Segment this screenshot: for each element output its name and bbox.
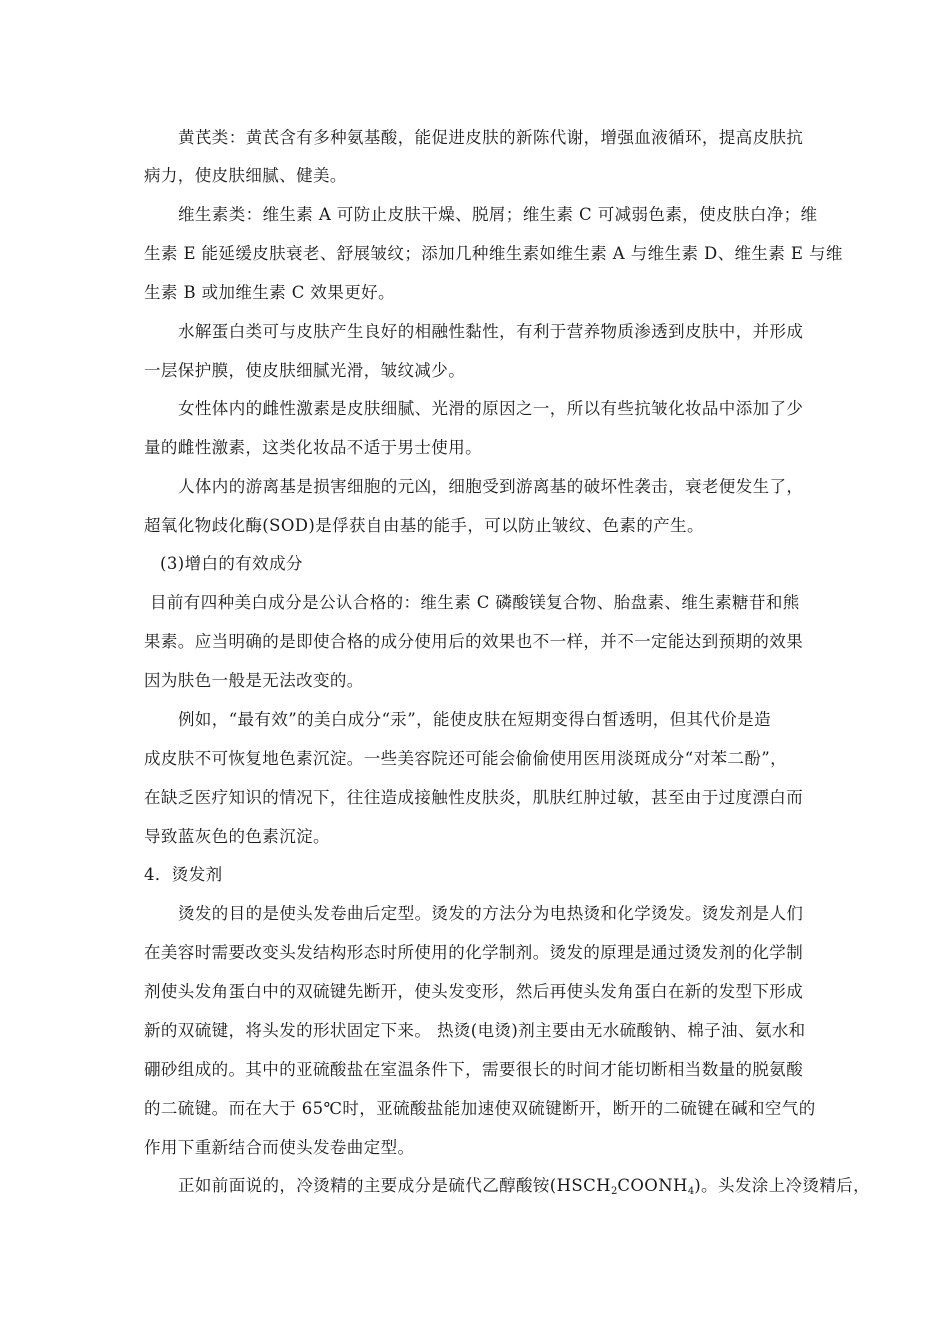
paragraph-line: 成皮肤不可恢复地色素沉淀。一些美容院还可能会偷偷使用医用淡斑成分“对苯二酚”，: [144, 749, 787, 768]
section-heading: 4．烫发剂: [144, 865, 223, 884]
paragraph-line: 果素。应当明确的是即使合格的成分使用后的效果也不一样，并不一定能达到预期的效果: [144, 632, 804, 651]
paragraph-line: 超氧化物歧化酶(SOD)是俘获自由基的能手，可以防止皱纹、色素的产生。: [144, 516, 704, 535]
paragraph-text: COONH: [617, 1176, 688, 1195]
paragraph-line: 生素 B 或加维生素 C 效果更好。: [144, 283, 395, 302]
paragraph-line: 的二硫键。而在大于 65℃时，亚硫酸盐能加速使双硫键断开，断开的二硫键在碱和空气的: [144, 1099, 816, 1118]
section-heading: (3)增白的有效成分: [160, 554, 303, 573]
subscript: 2: [610, 1186, 618, 1197]
paragraph-line: 量的雌性激素，这类化妆品不适于男士使用。: [144, 438, 482, 457]
subscript: 4: [687, 1186, 695, 1197]
paragraph-line: 黄芪类：黄芪含有多种氨基酸，能促进皮肤的新陈代谢，增强血液循环，提高皮肤抗: [178, 128, 804, 147]
paragraph-line: 新的双硫键，将头发的形状固定下来。 热烫(电烫)剂主要由无水硫酸钠、棉子油、氨水和: [144, 1021, 806, 1040]
paragraph-line: 生素 E 能延缓皮肤衰老、舒展皱纹；添加几种维生素如维生素 A 与维生素 D、维生素 E 与维: [144, 244, 843, 263]
paragraph-line: 硼砂组成的。其中的亚硫酸盐在室温条件下，需要很长的时间才能切断相当数量的脱氨酸: [144, 1060, 804, 1079]
paragraph-line: 人体内的游离基是损害细胞的元凶，细胞受到游离基的破坏性袭击，衰老便发生了，: [178, 477, 804, 496]
paragraph-line: 在缺乏医疗知识的情况下，往往造成接触性皮肤炎，肌肤红肿过敏，甚至由于过度漂白而: [144, 788, 804, 807]
paragraph-line: 水解蛋白类可与皮肤产生良好的相融性黏性，有利于营养物质渗透到皮肤中，并形成: [178, 322, 804, 341]
paragraph-line: 烫发的目的是使头发卷曲后定型。烫发的方法分为电热烫和化学烫发。烫发剂是人们: [178, 904, 804, 923]
paragraph-line: 剂使头发角蛋白中的双硫键先断开，使头发变形，然后再使头发角蛋白在新的发型下形成: [144, 982, 804, 1001]
paragraph-line: 作用下重新结合而使头发卷曲定型。: [144, 1138, 415, 1157]
paragraph-line: 导致蓝灰色的色素沉淀。: [144, 827, 330, 846]
paragraph-text: 正如前面说的，冷烫精的主要成分是硫代乙醇酸铵(HSCH: [178, 1176, 611, 1195]
paragraph-line: [178, 1175, 870, 1197]
paragraph-line: 例如，“最有效”的美白成分“汞”，能使皮肤在短期变得白皙透明，但其代价是造: [178, 710, 772, 729]
paragraph-line: 维生素类：维生素 A 可防止皮肤干燥、脱屑；维生素 C 可减弱色素，使皮肤白净；维: [178, 205, 818, 224]
paragraph-line: 一层保护膜，使皮肤细腻光滑，皱纹减少。: [144, 361, 466, 380]
paragraph-line: 因为肤色一般是无法改变的。: [144, 671, 364, 690]
paragraph-line: 在美容时需要改变头发结构形态时所使用的化学制剂。烫发的原理是通过烫发剂的化学制: [144, 943, 804, 962]
paragraph-text: )。头发涂上冷烫精后，: [694, 1176, 871, 1195]
paragraph-line: 病力，使皮肤细腻、健美。: [144, 166, 347, 185]
paragraph-line: 目前有四种美白成分是公认合格的：维生素 C 磷酸镁复合物、胎盘素、维生素糖苷和熊: [150, 593, 800, 612]
paragraph-line: 女性体内的雌性激素是皮肤细腻、光滑的原因之一，所以有些抗皱化妆品中添加了少: [178, 399, 804, 418]
